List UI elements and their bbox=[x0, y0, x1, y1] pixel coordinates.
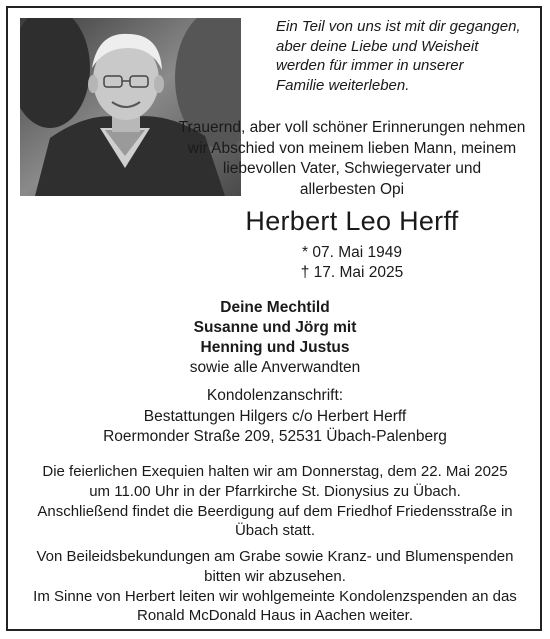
quote-line: werden für immer in unserer bbox=[276, 57, 464, 74]
quote-line: aber deine Liebe und Weisheit bbox=[276, 37, 479, 55]
death-date: † 17. Mai 2025 bbox=[300, 263, 404, 281]
intro-text bbox=[170, 118, 534, 200]
mourner-name: Henning und Justus bbox=[200, 339, 350, 356]
donation-line: Im Sinne von Herbert leiten wir wohlgemeinte Kondolenzspenden an das bbox=[33, 587, 517, 605]
mourners-list bbox=[0, 298, 550, 378]
service-line: Die feierlichen Exequien halten wir am Donnerstag, dem 22. Mai 2025 bbox=[42, 463, 508, 480]
condolence-line: Bestattungen Hilgers c/o Herbert Herff bbox=[143, 407, 407, 425]
intro-line: allerbesten Opi bbox=[299, 180, 405, 198]
donation-notice bbox=[0, 547, 550, 626]
birth-date: * 07. Mai 1949 bbox=[302, 244, 402, 261]
donation-line: Von Beileidsbekundungen am Grabe sowie Kranz- und Blumenspenden bbox=[36, 548, 514, 565]
intro-line: Trauernd, aber voll schöner Erinnerungen nehmen bbox=[178, 119, 526, 136]
memorial-quote bbox=[276, 17, 536, 95]
condolence-line: Roermonder Straße 209, 52531 Übach-Palenberg bbox=[103, 428, 447, 445]
mourner-name: Susanne und Jörg mit bbox=[193, 319, 357, 336]
service-line: um 11.00 Uhr in der Pfarrkirche St. Dionysius zu Übach. bbox=[89, 482, 461, 500]
condolence-line: Kondolenzanschrift: bbox=[206, 387, 344, 404]
intro-line: wir Abschied von meinem lieben Mann, meinem bbox=[187, 139, 517, 157]
life-dates bbox=[170, 243, 534, 282]
donation-line: bitten wir abzusehen. bbox=[204, 567, 346, 585]
service-details bbox=[0, 462, 550, 541]
service-line: Übach statt. bbox=[234, 522, 316, 540]
donation-line: Ronald McDonald Haus in Aachen weiter. bbox=[137, 607, 413, 625]
condolence-address bbox=[0, 386, 550, 448]
quote-line: Familie weiterleben. bbox=[276, 76, 410, 94]
mourner-name: Deine Mechtild bbox=[220, 299, 330, 316]
quote-line: Ein Teil von uns ist mit dir gegangen, bbox=[276, 18, 521, 35]
deceased-name: Herbert Leo Herff bbox=[245, 206, 459, 236]
intro-line: liebevollen Vater, Schwiegervater und bbox=[222, 160, 482, 177]
mourner-relatives: sowie alle Anverwandten bbox=[189, 359, 361, 376]
service-line: Anschließend findet die Beerdigung auf dem Friedhof Friedensstraße in bbox=[37, 502, 513, 520]
